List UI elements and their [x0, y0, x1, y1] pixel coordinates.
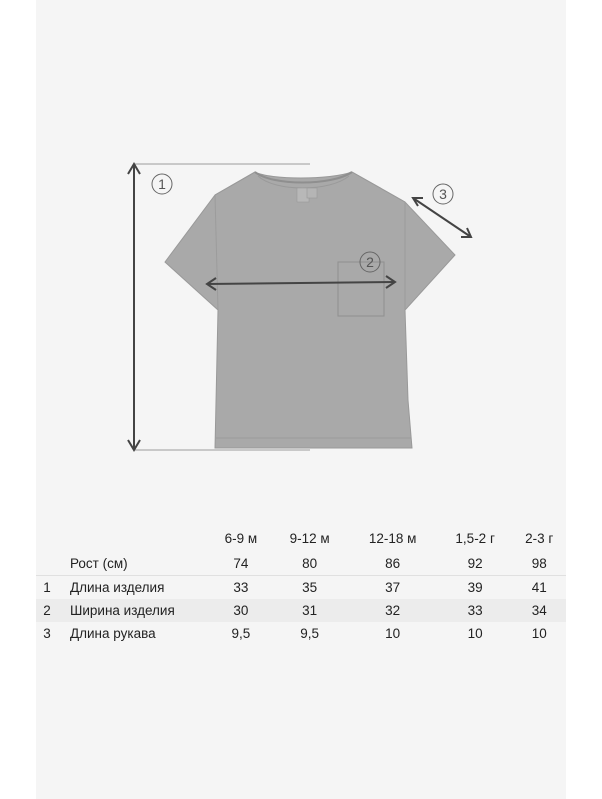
- row-number: 2: [36, 599, 58, 622]
- column-header: 9-12 м: [289, 530, 330, 546]
- table-cell: 35: [272, 576, 348, 600]
- marker-1-label: 1: [158, 176, 166, 192]
- table-cell: 10: [531, 626, 547, 641]
- column-header: 12-18 м: [368, 530, 417, 546]
- table-cell: 33: [438, 599, 513, 622]
- table-cell: 31: [272, 599, 348, 622]
- header-label-spacer: [58, 524, 210, 552]
- column-header: 2-3 г: [525, 530, 554, 546]
- row-label: Ширина изделия: [58, 599, 210, 622]
- table-row-sleeve: [36, 622, 566, 645]
- table-cell: 32: [348, 599, 438, 622]
- table-row-length: [36, 576, 566, 600]
- table-cell: 9,5: [300, 626, 320, 641]
- table-cell: 74: [233, 556, 249, 571]
- size-table-header: [36, 524, 566, 552]
- marker-1: [152, 174, 172, 194]
- table-cell: 92: [467, 556, 483, 571]
- row-label: Длина рукава: [70, 626, 156, 641]
- marker-3-label: 3: [439, 186, 447, 202]
- row-number: 3: [43, 626, 51, 641]
- table-cell: 86: [385, 556, 401, 571]
- table-row-height: [36, 552, 566, 576]
- tshirt-illustration: [165, 172, 455, 448]
- table-cell: 30: [210, 599, 272, 622]
- table-row-width: [36, 599, 566, 622]
- table-cell: 39: [438, 576, 513, 600]
- size-table: [36, 524, 566, 645]
- table-cell: 10: [385, 626, 401, 641]
- table-cell: 98: [531, 556, 547, 571]
- size-table-container: [36, 524, 566, 645]
- row-label: Длина изделия: [58, 576, 210, 600]
- column-header: 6-9 м: [224, 530, 258, 546]
- header-num-spacer: [36, 524, 58, 552]
- table-cell: 33: [210, 576, 272, 600]
- table-cell: 10: [467, 626, 483, 641]
- table-cell: 9,5: [231, 626, 251, 641]
- row-label: Рост (см): [70, 556, 128, 571]
- table-cell: 80: [302, 556, 318, 571]
- table-cell: 34: [513, 599, 566, 622]
- row-number: 1: [36, 576, 58, 600]
- marker-3: [433, 184, 453, 204]
- row-number: [36, 552, 58, 576]
- marker-2-label: 2: [366, 254, 374, 270]
- column-header: 1,5-2 г: [455, 530, 495, 546]
- table-cell: 41: [513, 576, 566, 600]
- table-cell: 37: [348, 576, 438, 600]
